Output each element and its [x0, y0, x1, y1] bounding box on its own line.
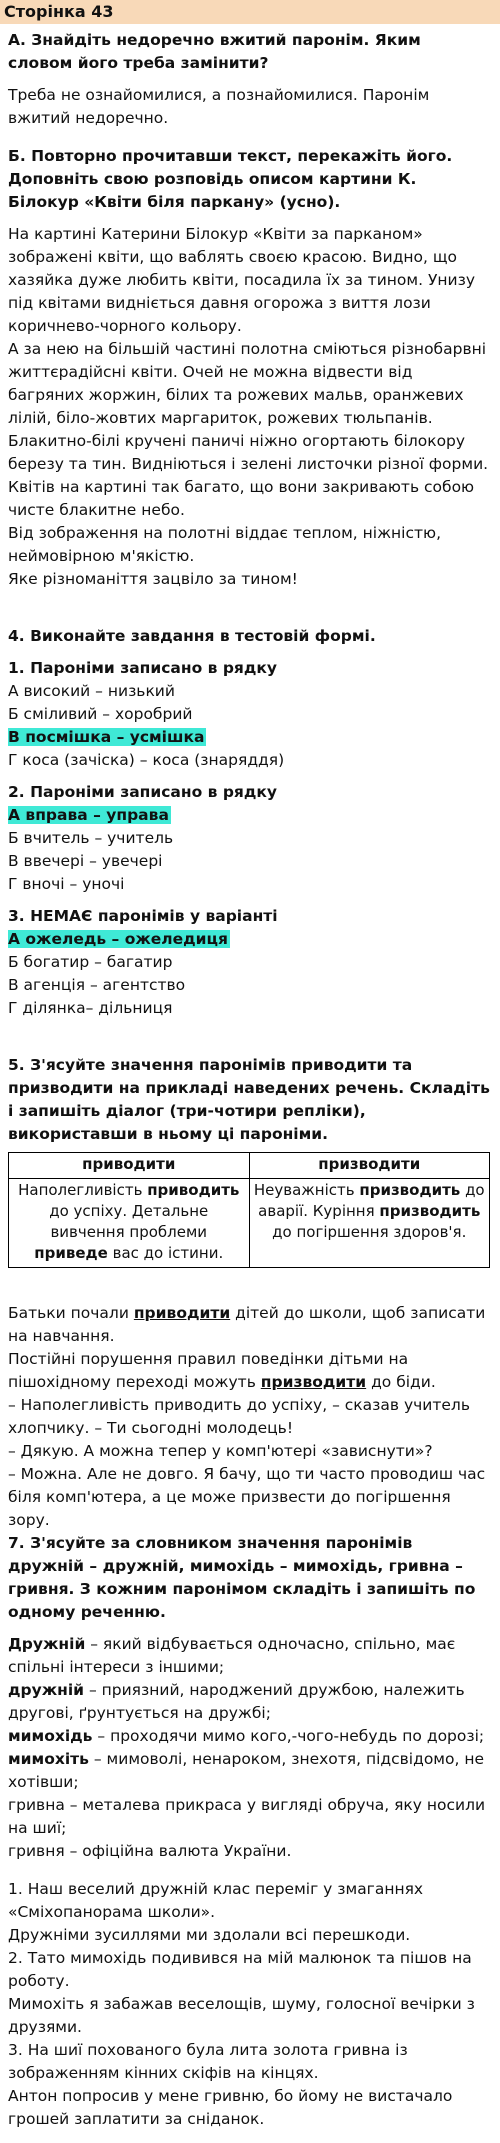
task-4-title: 4. Виконайте завдання в тестовій формі. — [8, 627, 376, 645]
option-v-correct: В посмішка – усмішка — [8, 728, 205, 746]
example-sentence: Мимохіть я забажав веселощів, шуму, голосної вечірки з друзями. — [8, 1995, 475, 2036]
option-b: Б богатир – багатир — [8, 953, 173, 971]
table-header-pryzvodyty: призводити — [249, 1153, 490, 1179]
option-a-correct: А вправа – управа — [8, 806, 169, 824]
definition: мимохіть – мимоволі, ненароком, знехотя, підсвідомо, не хотівши; — [8, 1750, 484, 1791]
example-sentence: Антон попросив у мене гривню, бо йому не вистачало грошей заплатити за сніданок. — [8, 2087, 453, 2128]
definition: гривня – офіційна валюта України. — [8, 1842, 292, 1860]
option-g: Г ділянка– дільниця — [8, 999, 173, 1017]
option-b: Б вчитель – учитель — [8, 829, 174, 847]
table-cell-pryvodyty: Наполегливість приводить до успіху. Детальне вивчення проблеми приведе вас до істини. — [9, 1179, 250, 1268]
task-b-title: Б. Повторно прочитавши текст, перекажіть його. Доповніть свою розповідь описом картини К. Білокур «Квіти біля паркану» (усно). — [8, 147, 453, 211]
dialog-line: – Можна. Але не довго. Я бачу, що ти часто проводиш час біля комп'ютера, а це може призвести до погіршення зору. — [8, 1465, 486, 1529]
option-a-correct: А ожеледь – ожеледиця — [8, 930, 228, 948]
task-5-sentence: Постійні порушення правил поведінки дітьми на пішохідному переході можуть призводити до біди. — [8, 1350, 436, 1391]
question-2-title: 2. Пароніми записано в рядку — [8, 783, 278, 801]
definition: Дружній – який відбувається одночасно, спільно, має спільні інтереси з іншими; — [8, 1635, 456, 1676]
example-sentence: 2. Тато мимохідь подивився на мій малюнок та пішов на роботу. — [8, 1949, 472, 1990]
definition: дружній – приязний, народжений дружбою, належить другові, ґрунтується на дружбі; — [8, 1681, 465, 1722]
question-3-title: 3. НЕМАЄ паронімів у варіанті — [8, 907, 278, 925]
paronyms-table — [8, 1152, 490, 1268]
task-a-answer: Треба не ознайомилися, а познайомилися. Паронім вжитий недоречно. — [8, 86, 430, 127]
option-g: Г вночі – уночі — [8, 875, 125, 893]
task-b-paragraph: Від зображення на полотні віддає теплом, ніжністю, неймовірною м'якістю. — [8, 524, 442, 565]
option-a: А високий – низький — [8, 682, 175, 700]
definition: гривна – металева прикраса у вигляді обруча, яку носили на шиї; — [8, 1796, 486, 1837]
example-sentence: Дружніми зусиллями ми здолали всі перешкоди. — [8, 1926, 411, 1944]
option-v: В агенція – агентство — [8, 976, 186, 994]
table-header-pryvodyty: приводити — [9, 1153, 250, 1179]
task-5-title: 5. З'ясуйте значення паронімів приводити та призводити на прикладі наведених речень. Складіть і запишіть діалог (три-чотири репліки), використавши в ньому ці пароніми. — [8, 1056, 490, 1143]
option-g: Г коса (зачіска) – коса (знаряддя) — [8, 751, 285, 769]
task-a-title: А. Знайдіть недоречно вжитий паронім. Яким словом його треба замінити? — [8, 31, 421, 72]
definition: мимохідь – проходячи мимо кого,-чого-небудь по дорозі; — [8, 1727, 485, 1745]
option-v: В ввечері – увечері — [8, 852, 163, 870]
option-b: Б сміливий – хоробрий — [8, 705, 193, 723]
dialog-line: – Наполегливість приводить до успіху, – сказав учитель хлопчику. – Ти сьогодні молодець! — [8, 1396, 470, 1437]
question-1-title: 1. Пароніми записано в рядку — [8, 659, 278, 677]
dialog-line: – Дякую. А можна тепер у комп'ютері «зависнути»? — [8, 1442, 433, 1460]
task-7-title: 7. З'ясуйте за словником значення паронімів дружній – дружній, мимохідь – мимохідь, гривна – гривня. З кожним паронімом складіть і запишіть по одному реченню. — [8, 1534, 476, 1621]
task-5-sentence: Батьки почали приводити дітей до школи, щоб записати на навчання. — [8, 1304, 486, 1345]
task-b-paragraph: На картині Катерини Білокур «Квіти за парканом» зображені квіти, що ваблять своєю красою. Видно, що хазяйка дуже любить квіти, посадила їх за тином. Унизу під квітами видніється давня огорожа з виття лози коричнево-чорного кольору. — [8, 225, 476, 335]
task-b-paragraph: А за нею на більшій частині полотна сміються різнобарвні життєрадійсні квіти. Очей не можна відвести від багряних жоржин, білих та рожевих мальв, оранжевих лілій, біло-жовтих маргариток, рожевих тюльпанів. Блакитно-білі кручені паничі ніжно огортають білокору березу та тин. Видніються і зелені листочки різної форми. Квітів на картині так багато, що вони закривають собою чисте блакитне небо. — [8, 340, 489, 519]
example-sentence: 3. На шиї похованого була лита золота гривна із зображенням кінних скіфів на кінцях. — [8, 2041, 408, 2082]
example-sentence: 1. Наш веселий дружній клас переміг у змаганнях «Сміхопанорама школи». — [8, 1880, 424, 1921]
table-cell-pryzvodyty: Неуважність призводить до аварії. Куріння призводить до погіршення здоров'я. — [249, 1179, 490, 1268]
page-header: Сторінка 43 — [0, 0, 500, 24]
task-b-paragraph: Яке різноманіття зацвіло за тином! — [8, 570, 298, 588]
